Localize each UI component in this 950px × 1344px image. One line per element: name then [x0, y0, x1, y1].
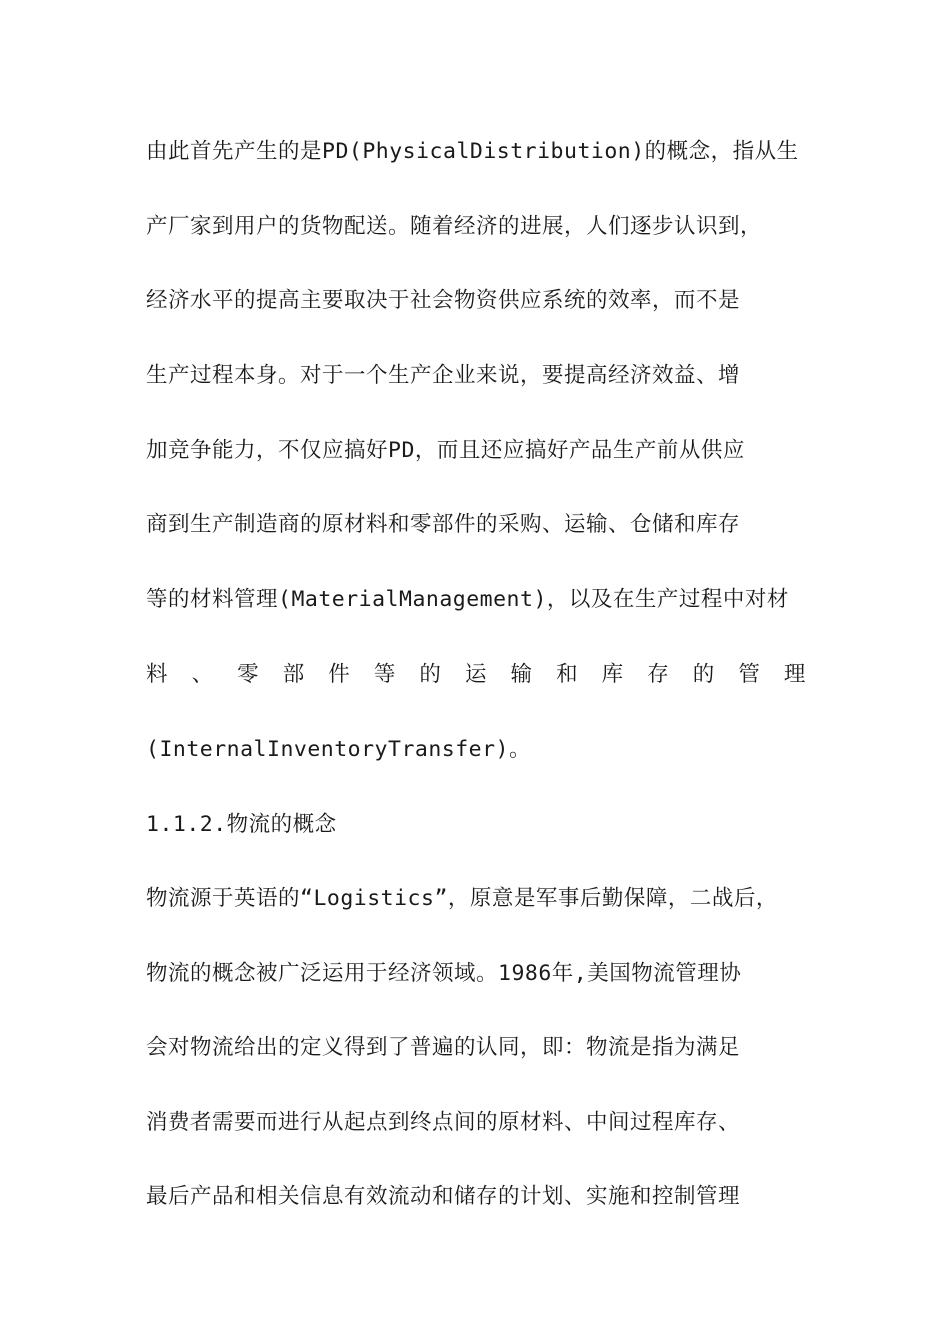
justified-char: 管 — [738, 662, 761, 687]
paragraph-line: (InternalInventoryTransfer)。 — [146, 737, 531, 762]
justified-char: 运 — [464, 662, 487, 687]
justified-char: 零 — [237, 662, 260, 687]
paragraph-line: 加竞争能力，不仅应搞好PD，而且还应搞好产品生产前从供应 — [146, 438, 745, 463]
paragraph-line: 商到生产制造商的原材料和零部件的采购、运输、仓储和库存 — [146, 512, 741, 537]
paragraph-line: 经济水平的提高主要取决于社会物资供应系统的效率，而不是 — [146, 288, 741, 313]
paragraph-line: 等的材料管理(MaterialManagement)，以及在生产过程中对材 — [146, 587, 789, 612]
paragraph-line: 生产过程本身。对于一个生产企业来说，要提高经济效益、增 — [146, 363, 741, 388]
justified-char: 的 — [692, 662, 715, 687]
justified-char: 部 — [282, 662, 305, 687]
justified-char: 库 — [601, 662, 624, 687]
paragraph-line: 物流源于英语的“Logistics”，原意是军事后勤保障，二战后， — [146, 886, 778, 911]
justified-char: 件 — [328, 662, 351, 687]
justified-char: 、 — [191, 662, 214, 687]
section-heading: 1.1.2.物流的概念 — [146, 812, 337, 837]
paragraph-line: 产厂家到用户的货物配送。随着经济的进展，人们逐步认识到， — [146, 214, 763, 239]
justified-char: 的 — [419, 662, 442, 687]
justified-char: 存 — [647, 662, 670, 687]
justified-char: 料 — [146, 662, 169, 687]
justified-paragraph-line — [146, 655, 806, 695]
paragraph-line: 消费者需要而进行从起点到终点间的原材料、中间过程库存、 — [146, 1110, 741, 1135]
justified-char: 理 — [783, 662, 806, 687]
paragraph-line: 会对物流给出的定义得到了普遍的认同，即：物流是指为满足 — [146, 1035, 741, 1060]
paragraph-line: 物流的概念被广泛运用于经济领域。1986年,美国物流管理协 — [146, 961, 742, 986]
justified-char: 等 — [373, 662, 396, 687]
paragraph-line: 由此首先产生的是PD(PhysicalDistribution)的概念，指从生 — [146, 139, 799, 164]
justified-char: 和 — [556, 662, 579, 687]
justified-char: 输 — [510, 662, 533, 687]
paragraph-line: 最后产品和相关信息有效流动和储存的计划、实施和控制管理 — [146, 1184, 741, 1209]
